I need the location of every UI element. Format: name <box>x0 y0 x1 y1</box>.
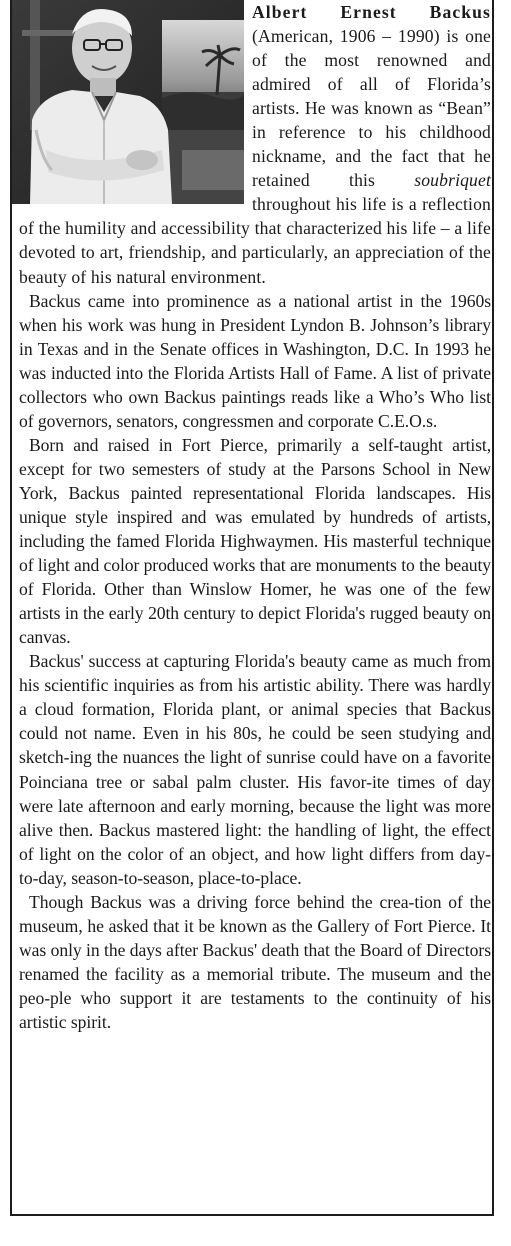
paragraph-prominence: Backus came into prominence as a national artist in the 1960s when his work was hung in President Lyndon B. Johnson’s library in Texas and in the Senate offices in Washington, D.C. In 1993 he was inducted into the Florida Artists Hall of Fame. A list of private collectors who own Backus paintings reads like a Who’s Who list of governors, senators, congressmen and corporate C.E.O.s. <box>19 290 491 431</box>
intro-italic-word: soubriquet <box>414 170 491 191</box>
artist-name: Albert Ernest Backus <box>252 2 491 22</box>
paragraph-museum: Though Backus was a driving force behind the crea-tion of the museum, he asked that it be known as the Gallery of Fort Pierce. It was only in the days after Backus' death that the Board of Directors renamed the facility as a memorial tribute. The museum and the peo-ple who support it are testaments to the continuity of his artistic spirit. <box>19 891 491 1032</box>
article-body <box>19 0 491 1034</box>
intro-text-after: throughout his life is a reflection of the humility and accessibility that characterized his life – a life devoted to art, friendship, and particularly, an appreciation of the beauty of his natural environment. <box>19 194 491 287</box>
paragraph-early-life: Born and raised in Fort Pierce, primarily a self-taught artist, except for two semesters of study at the Parsons School in New York, Backus painted representational Florida landscapes. His unique style inspired and was emulated by hundreds of artists, including the famed Florida Highwaymen. His masterful technique of light and color produced works that are monuments to the beauty of Florida. Other than Winslow Homer, he was one of the few artists in the early 20th century to depict Florida's rugged beauty on canvas. <box>19 434 491 648</box>
intro-text-before: (American, 1906 – 1990) is one of the most renowned and admired of all of Florida’s artists. He was known as “Bean” in reference to his childhood nickname, and the fact that he retained this <box>252 26 491 191</box>
photo-float-spacer <box>19 0 250 200</box>
paragraph-science-and-light: Backus' success at capturing Florida's beauty came as much from his scientific inquiries as from his artistic ability. There was hardly a cloud formation, Florida plant, or animal species that Backus could not name. Even in his 80s, he could be seen studying and sketch-ing the nuances the light of sunrise could have on a favorite Poinciana tree or sabal palm cluster. His favor-ite times of day were late afternoon and early morning, because the light was more alive then. Backus mastered light: the handling of light, the effect of light on the color of an object, and how light differs from day-to-day, season-to-season, place-to-place. <box>19 651 491 888</box>
